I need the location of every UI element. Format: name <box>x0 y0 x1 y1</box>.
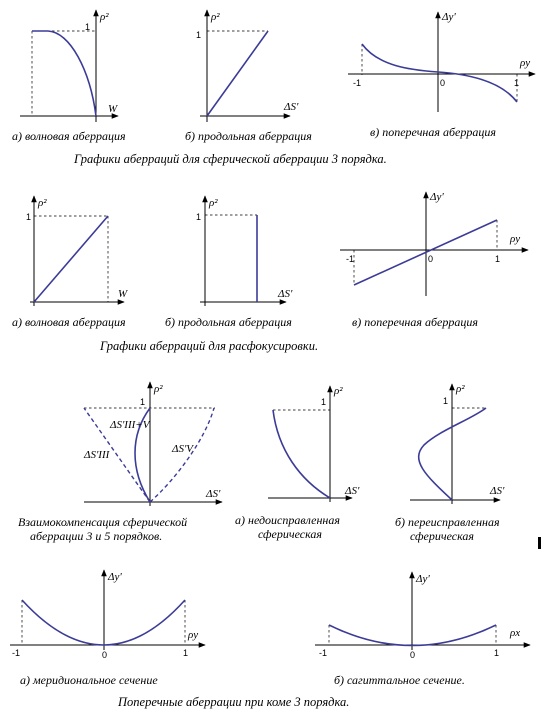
tick-neg: -1 <box>319 648 328 658</box>
row1-title: Графики аберраций для сферической аберрации 3 порядка. <box>74 152 387 166</box>
x-axis-label: ρy <box>188 629 199 641</box>
tick-y-1: 1 <box>85 22 91 32</box>
tick-y-1: 1 <box>140 397 146 407</box>
tick-y-1: 1 <box>196 212 202 222</box>
row2-longitudinal-aberration-plot <box>165 196 293 329</box>
row1-transverse-aberration-plot <box>348 11 535 139</box>
tick-zero: 0 <box>428 254 434 264</box>
tick-neg: -1 <box>346 254 355 264</box>
row3-compensation-plot <box>18 382 222 543</box>
x-axis-label: ΔS' <box>284 101 299 113</box>
curve-label-fifth: ΔS'V <box>172 443 194 455</box>
tick-zero: 0 <box>410 650 416 660</box>
panel-label: б) продольная аберрация <box>165 315 292 329</box>
panel-label-line2: аберрации 3 и 5 порядков. <box>30 529 163 543</box>
panel-label-line2: сферическая <box>258 527 322 541</box>
panel-label: а) волновая аберрация <box>12 315 126 329</box>
tick-y-1: 1 <box>26 212 32 222</box>
row2-title: Графики аберраций для расфокусировки. <box>100 339 319 353</box>
row1-longitudinal-aberration-plot <box>185 10 312 143</box>
x-axis-label: ΔS' <box>278 288 293 300</box>
tick-y-1: 1 <box>443 396 449 406</box>
tick-pos: 1 <box>514 78 520 88</box>
row3-undercorrected-plot <box>235 385 360 541</box>
y-axis-label: Δy' <box>108 571 122 583</box>
y-axis-label: ρ² <box>456 383 465 395</box>
curve-label-sum: ΔS'III+V <box>110 419 150 431</box>
y-axis-label: Δy' <box>430 191 444 203</box>
x-axis-label: ΔS' <box>206 488 221 500</box>
tick-pos: 1 <box>495 254 501 264</box>
row2-transverse-aberration-plot <box>340 191 528 329</box>
panel-label: в) поперечная аберрация <box>352 315 478 329</box>
row4-meridional-plot <box>10 570 205 687</box>
panel-label: а) меридиональное сечение <box>20 673 158 687</box>
y-axis-label: ρ² <box>334 385 343 397</box>
tick-zero: 0 <box>440 78 446 88</box>
x-axis-label: W <box>108 103 118 115</box>
row4-sagittal-plot <box>315 572 530 687</box>
x-axis-label: ρy <box>510 233 521 245</box>
panel-label: в) поперечная аберрация <box>370 125 496 139</box>
panel-label: б) сагиттальное сечение. <box>334 673 465 687</box>
x-axis-label: ρx <box>510 627 521 639</box>
row3-overcorrected-plot <box>395 383 505 543</box>
x-axis-label: W <box>118 288 128 300</box>
y-axis-label: ρ² <box>100 11 109 23</box>
row1-wave-aberration-plot <box>12 10 126 143</box>
y-axis-label: ρ² <box>211 11 220 23</box>
tick-zero: 0 <box>102 650 108 660</box>
tick-neg: -1 <box>12 648 21 658</box>
edge-mark <box>538 537 541 549</box>
y-axis-label: ρ² <box>209 197 218 209</box>
y-axis-label: Δy' <box>416 573 430 585</box>
panel-label-line1: а) недоисправленная <box>235 513 340 527</box>
tick-y-1: 1 <box>196 30 202 40</box>
panel-label: а) волновая аберрация <box>12 129 126 143</box>
tick-pos: 1 <box>494 648 500 658</box>
row4-title: Поперечные аберрации при коме 3 порядка. <box>118 695 350 709</box>
panel-label-line2: сферическая <box>410 529 474 543</box>
y-axis-label: Δy' <box>442 11 456 23</box>
tick-pos: 1 <box>183 648 189 658</box>
tick-neg: -1 <box>353 78 362 88</box>
y-axis-label: ρ² <box>38 197 47 209</box>
tick-y-1: 1 <box>321 397 327 407</box>
x-axis-label: ΔS' <box>490 485 505 497</box>
panel-label: б) продольная аберрация <box>185 129 312 143</box>
y-axis-label: ρ² <box>154 383 163 395</box>
x-axis-label: ρy <box>520 57 531 69</box>
x-axis-label: ΔS' <box>345 485 360 497</box>
row2-wave-aberration-plot <box>12 196 128 329</box>
panel-label-line1: Взаимокомпенсация сферической <box>18 515 188 529</box>
panel-label-line1: б) переисправленная <box>395 515 500 529</box>
curve-label-third: ΔS'III <box>84 449 110 461</box>
